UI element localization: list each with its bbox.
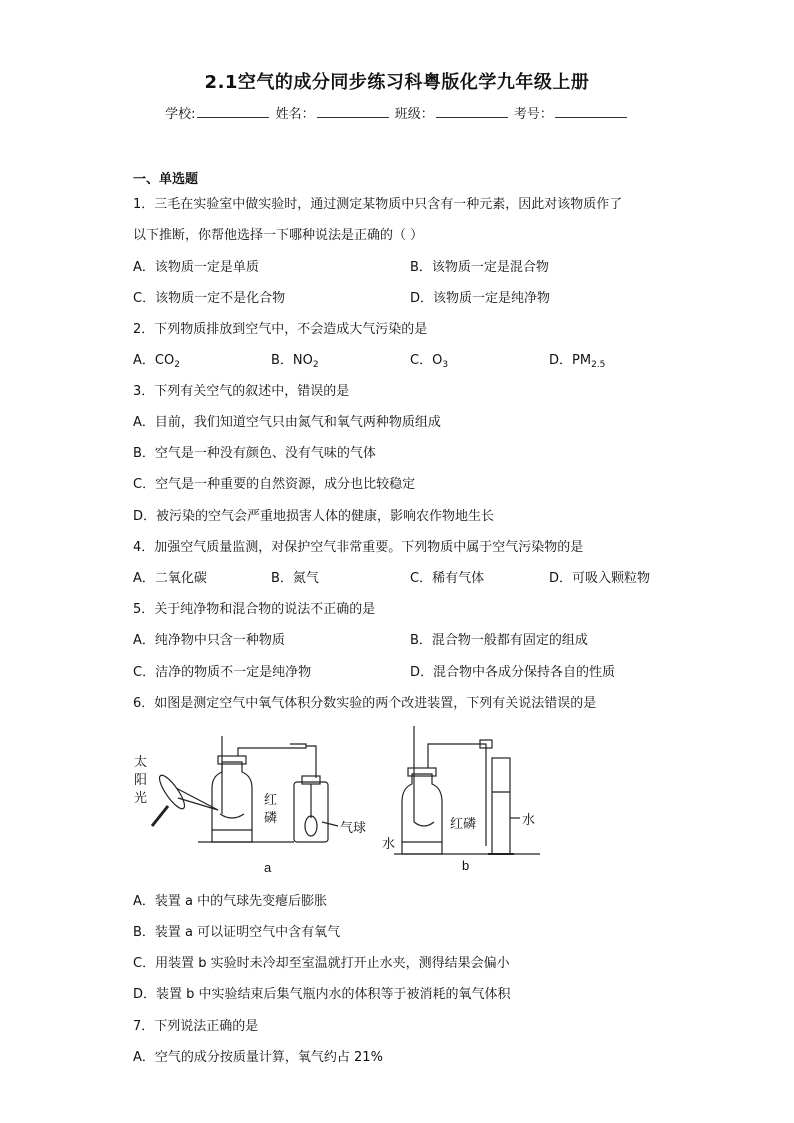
label-sun-1: 太 (134, 754, 148, 769)
q4-option-c[interactable]: C．稀有气体 (410, 571, 485, 586)
q2-a-sub: 2 (174, 360, 180, 370)
label-red-1: 红 (264, 792, 278, 807)
class-blank[interactable] (436, 105, 508, 118)
class-label: 班级： (394, 107, 434, 122)
q1-option-a[interactable]: A．该物质一定是单质 (133, 260, 259, 275)
spoon-b (414, 822, 434, 826)
tube-b (428, 744, 486, 768)
connecting-tube (238, 748, 290, 756)
q4-option-b[interactable]: B．氮气 (271, 571, 319, 586)
balloon-icon (305, 816, 317, 836)
q2-c-text: C．O (410, 353, 443, 368)
q6-stem: 6．如图是测定空气中氧气体积分数实验的两个改进装置，下列有关说法错误的是 (133, 696, 597, 711)
tube-joint (290, 744, 306, 748)
q4-option-a[interactable]: A．二氧化碳 (133, 571, 207, 586)
q7-option-a[interactable]: A．空气的成分按质量计算，氧气约占 21% (133, 1050, 383, 1065)
label-balloon: 气球 (340, 820, 367, 835)
q7-stem: 7．下列说法正确的是 (133, 1019, 259, 1034)
q2-b-sub: 2 (312, 360, 319, 370)
stopper-balloon (302, 776, 320, 784)
q2-option-c[interactable] (410, 349, 448, 370)
q2-a-text: A．CO (133, 353, 175, 368)
q5-option-d[interactable]: D．混合物中各成分保持各自的性质 (410, 665, 616, 680)
label-water-right: 水 (522, 812, 536, 827)
q4-option-d[interactable]: D．可吸入颗粒物 (549, 571, 651, 586)
magnifier-handle (152, 806, 168, 826)
label-red-2: 磷 (264, 810, 278, 825)
school-blank[interactable] (197, 105, 269, 118)
q6-option-c[interactable]: C．用装置 b 实验时未冷却至室温就打开止水夹，测得结果会偏小 (133, 956, 510, 971)
id-label: 考号： (513, 107, 553, 122)
q4-stem: 4．加强空气质量监测，对保护空气非常重要。下列物质中属于空气污染物的是 (133, 540, 584, 555)
q2-d-text: D．PM (549, 353, 592, 368)
q5-stem: 5．关于纯净物和混合物的说法不正确的是 (133, 602, 376, 617)
caption-b: b (462, 858, 470, 873)
label-sun-2: 阳 (134, 772, 148, 787)
tube-down (306, 746, 316, 778)
name-blank[interactable] (317, 105, 389, 118)
q3-option-d[interactable]: D．被污染的空气会严重地损害人体的健康，影响农作物地生长 (133, 509, 495, 524)
q2-stem: 2．下列物质排放到空气中，不会造成大气污染的是 (133, 322, 428, 337)
q5-option-b[interactable]: B．混合物一般都有固定的组成 (410, 633, 588, 648)
label-water-left: 水 (382, 836, 396, 851)
q6-option-b[interactable]: B．装置 a 可以证明空气中含有氧气 (133, 925, 341, 940)
q1-option-d[interactable]: D．该物质一定是纯净物 (410, 291, 551, 306)
q3-option-b[interactable]: B．空气是一种没有颜色、没有气味的气体 (133, 446, 376, 461)
student-info-line (0, 103, 794, 122)
q3-stem: 3．下列有关空气的叙述中，错误的是 (133, 384, 350, 399)
spoon-a (220, 814, 244, 818)
q1-stem-line2: 以下推断，你帮他选择一下哪种说法是正确的（ ） (133, 228, 424, 243)
caption-a: a (264, 860, 272, 875)
label-red-b: 红磷 (450, 816, 477, 831)
q3-option-a[interactable]: A．目前，我们知道空气只由氮气和氧气两种物质组成 (133, 415, 441, 430)
q2-b-text: B．NO (271, 353, 313, 368)
balloon-pointer (322, 822, 338, 826)
name-label: 姓名： (275, 107, 315, 122)
q1-option-b[interactable]: B．该物质一定是混合物 (410, 260, 549, 275)
q3-option-c[interactable]: C．空气是一种重要的自然资源，成分也比较稳定 (133, 477, 416, 492)
school-label: 学校: (165, 107, 196, 122)
q5-option-a[interactable]: A．纯净物中只含一种物质 (133, 633, 285, 648)
q1-stem-line1: 1．三毛在实验室中做实验时，通过测定某物质中只含有一种元素，因此对该物质作了 (133, 197, 623, 212)
section-heading: 一、单选题 (133, 172, 199, 187)
page-title: 2.1空气的成分同步练习科粤版化学九年级上册 (204, 72, 590, 93)
q6-option-a[interactable]: A．装置 a 中的气球先变瘪后膨胀 (133, 894, 328, 909)
q2-option-a[interactable] (133, 349, 180, 370)
q2-option-d[interactable] (549, 349, 605, 370)
q6-option-d[interactable]: D．装置 b 中实验结束后集气瓶内水的体积等于被消耗的氧气体积 (133, 987, 511, 1002)
label-sun-3: 光 (134, 790, 148, 805)
q2-c-sub: 3 (442, 360, 449, 370)
id-blank[interactable] (555, 105, 627, 118)
graduated-cylinder (492, 758, 510, 854)
experiment-apparatus-figure (130, 718, 550, 878)
q2-option-b[interactable] (271, 349, 319, 370)
q1-option-c[interactable]: C．该物质一定不是化合物 (133, 291, 286, 306)
q2-d-sub: 2.5 (591, 360, 606, 370)
q5-option-c[interactable]: C．洁净的物质不一定是纯净物 (133, 665, 312, 680)
